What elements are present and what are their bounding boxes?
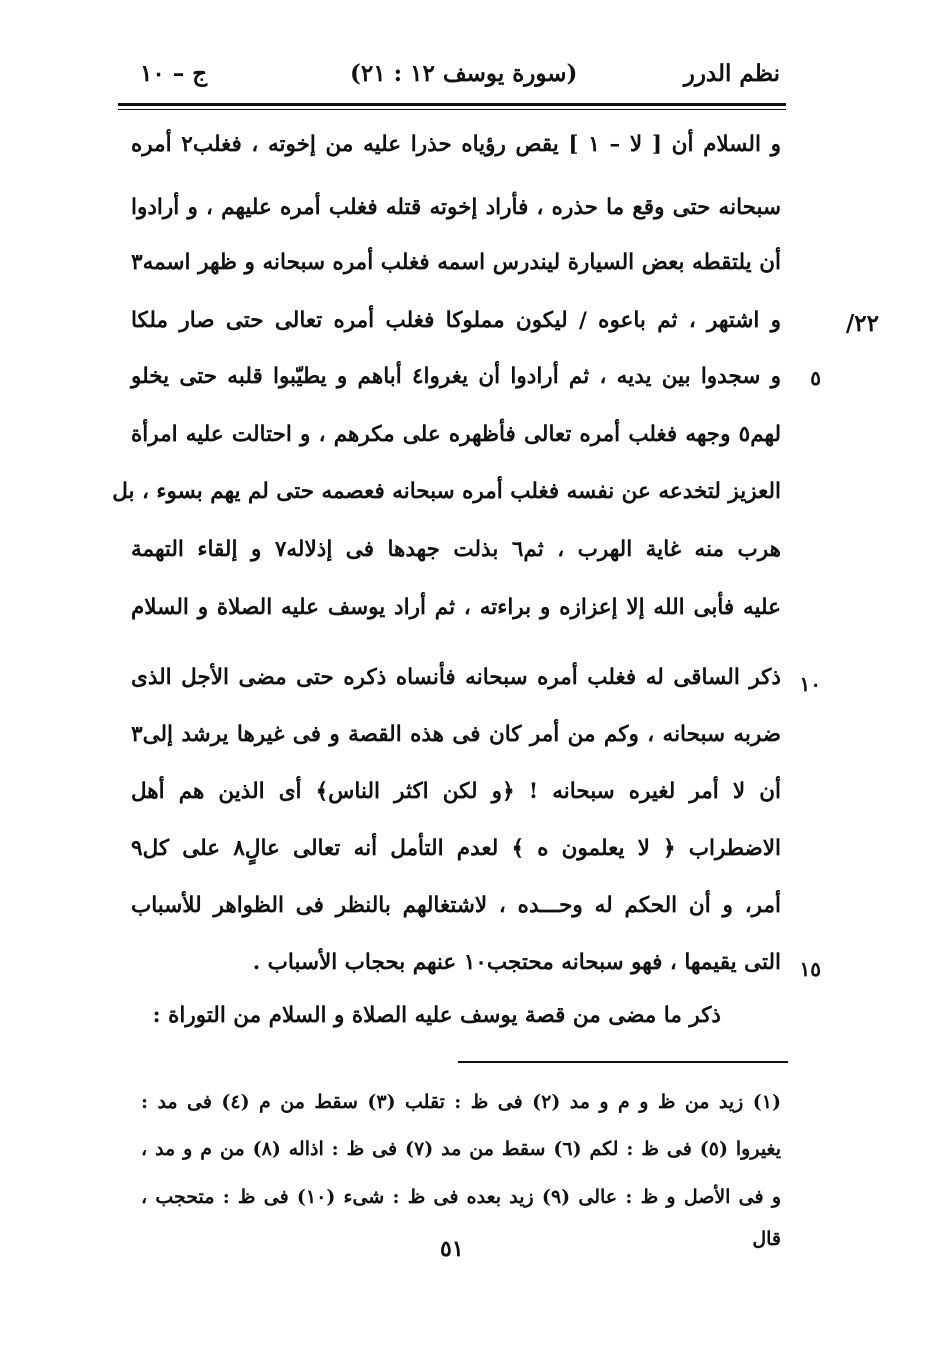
- footnote-rule: [458, 1061, 788, 1063]
- body-line-1: و السلام أن [ لا – ١ ] يقص رؤياه حذرا عليه من إخوته ، فغلب٢ أمره: [131, 132, 781, 157]
- body-line-11: ضربه سبحانه ، وكم من أمر كان فى هذه القصة و فى غيرها يرشد إلى٣: [131, 722, 781, 747]
- running-head: [120, 60, 780, 96]
- line-number-10: ١٠: [799, 672, 821, 696]
- body-line-3: أن يلتقطه بعض السيارة ليندرس اسمه فغلب أمره سبحانه و ظهر اسمه٣: [131, 250, 781, 275]
- book-title: نظم الدرر: [683, 60, 780, 87]
- body-line-15: التى يقيمها ، فهو سبحانه محتجب١٠ عنهم بحجاب الأسباب .: [252, 950, 781, 975]
- body-line-12: أن لا أمر لغيره سبحانه ! ﴿و لكن اكثر الناس﴾ أى الذين هم أهل: [131, 779, 781, 804]
- body-line-2: سبحانه حتى وقع ما حذره ، فأراد إخوته قتله فغلب أمره عليهم ، و أرادوا: [131, 195, 781, 220]
- body-line-6: لهم٥ وجهه فغلب أمره تعالى فأظهره على مكرهم ، و احتالت عليه امرأة: [131, 422, 781, 447]
- volume-label: ج – ١٠: [140, 60, 208, 87]
- header-rule-thick: [118, 103, 786, 106]
- footnote-line-3: و فى الأصل و ظ : عالى (٩) زيد بعده فى ظ : شىء (١٠) فى ظ : متحجب ،: [141, 1186, 782, 1208]
- body-line-13: الاضطراب ﴿ لا يعلمون ه ﴾ لعدم التأمل أنه تعالى عالٍ٨ على كل٩: [131, 836, 782, 861]
- line-number-5: ٥: [810, 366, 821, 390]
- body-line-5: و سجدوا بين يديه ، ثم أرادوا أن يغروا٤ أباهم و يطيّبوا قلبه حتى يخلو: [131, 364, 781, 389]
- body-line-9: عليه فأبى الله إلا إعزازه و براءته ، ثم أراد يوسف عليه الصلاة و السلام: [131, 595, 781, 620]
- footnote-line-2: يغيروا (٥) فى ظ : لكم (٦) سقط من مد (٧) فى ظ : اذاله (٨) من م و مد ،: [141, 1138, 782, 1160]
- surah-reference: (سورة يوسف ١٢ : ٢١): [350, 60, 578, 87]
- section-heading: ذكر ما مضى من قصة يوسف عليه الصلاة و السلام من التوراة :: [152, 1003, 721, 1028]
- footnote-line-1: (١) زيد من ظ و م و مد (٢) فى ظ : تقلب (٣) سقط من م (٤) فى مد :: [141, 1091, 781, 1113]
- footnote-last-word: قال: [752, 1228, 781, 1250]
- body-line-10: ذكر الساقى له فغلب أمره سبحانه فأنساه ذكره حتى مضى الأجل الذى: [131, 665, 781, 690]
- header-rule-thin: [118, 109, 786, 110]
- body-line-7: العزيز لتخدعه عن نفسه فغلب أمره سبحانه فعصمه حتى لم يهم بسوء ، بل: [112, 479, 781, 504]
- page-number: ٥١: [440, 1236, 464, 1262]
- body-line-14: أمر، و أن الحكم له وحـــده ، لاشتغالهم بالنظر فى الظواهر للأسباب: [131, 893, 781, 918]
- margin-folio-reference: ٢٢/: [845, 310, 879, 337]
- body-line-8: هرب منه غاية الهرب ، ثم٦ بذلت جهدها فى إذلاله٧ و إلقاء التهمة: [131, 537, 781, 562]
- body-line-4: و اشتهر ، ثم باعوه / ليكون مملوكا فغلب أمره تعالى حتى صار ملكا: [131, 308, 781, 333]
- line-number-15: ١٥: [799, 957, 821, 981]
